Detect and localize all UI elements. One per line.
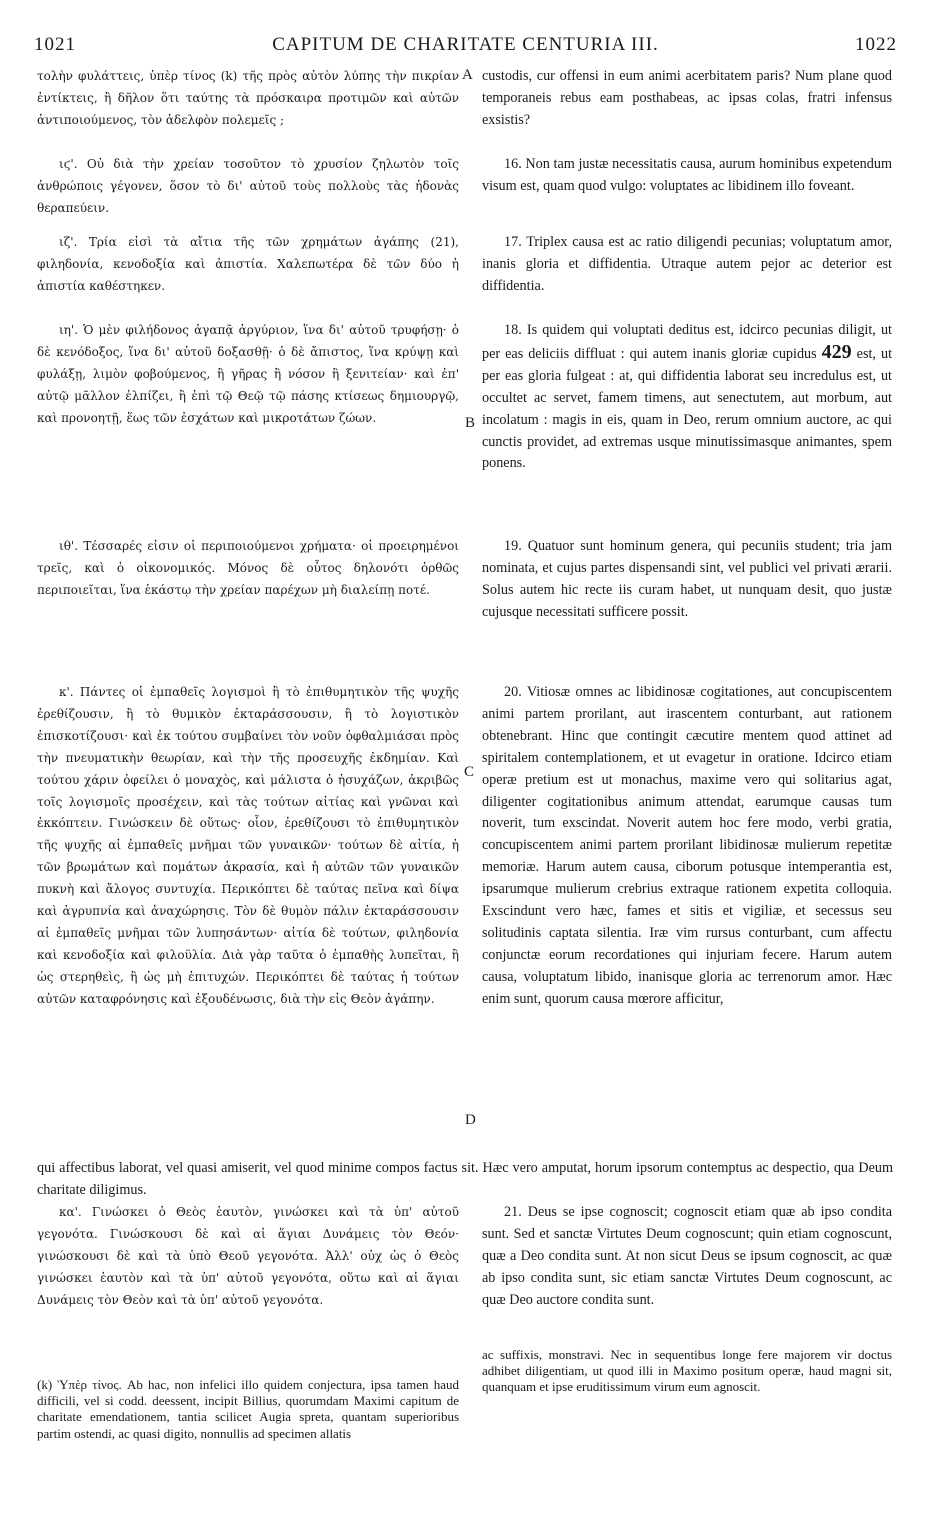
greek-chapter-19: ιθ'. Τέσσαρές εἰσιν οἱ περιποιούμενοι χρήματα· οἱ προειρημένοι τρεῖς, καὶ ὁ οἰκονομικός. Μόνος δὲ οὗτος δηλονότι ὀρθῶς περιποιεῖται, ἵνα ἑκάστῳ τὴν χρείαν παρέχων μὴ διαλείπῃ ποτέ.: [37, 539, 459, 597]
spanning-text: qui affectibus laborat, vel quasi amiserit, vel quod minime compos factus sit. Hæc vero amputat, horum ipsorum contemptus ac despectio, qua Deum charitate diligimus.: [37, 1160, 893, 1198]
column-number: 429: [821, 340, 852, 363]
latin-chapter-17: 17. Triplex causa est ac ratio diligendi pecunias; voluptatum amor, inanis gloria et diffidentia. Utraque autem pejor ac deterior est diffidentia.: [482, 234, 892, 294]
latin-chapter-19: 19. Quatuor sunt hominum genera, qui pecuniis student; tria jam nominata, et cujus partes dispensandi sint, vel publici vel privati ærarii. Solus autem hic recte iis curam habet, ut nunquam desit, quo justæ cujusque necessitati sufficere possit.: [482, 538, 892, 620]
greek-chapter-20: κ'. Πάντες οἱ ἐμπαθεῖς λογισμοὶ ἢ τὸ ἐπιθυμητικὸν τῆς ψυχῆς ἐρεθίζουσιν, ἢ τὸ θυμικὸν ἐκταράσσουσιν, ἢ τὸ λογιστικὸν ἐπισκοτίζουσι· καὶ ἐκ τούτου συμβαίνει τὸν νοῦν ὀφθαλμιάσαι πρὸς τὴν πνευματικὴν θεωρίαν, καὶ τὴν τῆς προσευχῆς ἐκδημίαν. Καὶ τούτου χάριν ὀφείλει ὁ μοναχὸς, καὶ μάλιστα ὁ ἡσυχάζων, ἀκριβῶς τοῖς λογισμοῖς προσέχειν, καὶ τὰς τούτων αἰτίας καὶ γνῶναι καὶ ἐκκόπτειν. Γινώσκειν δὲ οὕτως· οἷον, ἐρεθίζουσι τὸ ἐπιθυμητικὸν τῆς ψυχῆς αἱ ἐμπαθεῖς μνῆμαι τῶν γυναικῶν· τούτων δὲ αἰτία, ἡ τῶν βρωμάτων καὶ πομάτων ἀκρασία, καὶ ἡ αὐτῶν τῶν γυναικῶν πυκνὴ καὶ ἄλογος συντυχία. Περικόπτει δὲ ταύτας πεῖνα καὶ δίψα καὶ ἀγρυπνία καὶ ἀναχώρησις. Τὸν δὲ θυμὸν πάλιν ἐκταράσσουσιν αἱ ἐμπαθεῖς μνῆμαι τῶν λυπησάντων· αἰτία δὲ τούτων, φιληδονία καὶ κενοδοξία καὶ φιλοϋλία. Διὰ γὰρ ταῦτα ὁ ἐμπαθὴς λυπεῖται, ἢ ὡς στερηθεὶς, ἢ ὡς μὴ ἐπιτυχών. Περικόπτει δὲ ταύτας ἡ τούτων αὐτῶν καταφρόνησις καὶ ἐξουδένωσις, διὰ τὴν εἰς Θεὸν ἀγάπην.: [37, 685, 459, 1006]
latin-chapter-18-part-b: est, ut per eas gloria fulgeat : at, qui diffidentia laborat seu incredulus est, ut occultet ac servet, famem timens, aut senectutem, aut morbum, aut incolatum : magis in eis, quam in Deo, rerum omnium auctore, ac qui cunctis providet, ad extremas usque minutissimasque animantes, spem ponens.: [482, 345, 893, 472]
running-title: CAPITUM DE CHARITATE CENTURIA III.: [272, 34, 659, 55]
margin-marker-b: B: [465, 415, 476, 431]
latin-chapter-18-part-a: 18. Is quidem qui voluptati deditus est, idcirco pecunias diligit, ut per eas deliciis diffluat : qui autem inanis gloriæ cupidus: [482, 322, 892, 362]
latin-chapter-16: 16. Non tam justæ necessitatis causa, aurum hominibus expetendum visum est, quam quod vulgo: voluptates ac libidinem illo foveant.: [482, 156, 892, 194]
latin-chapter-21: 21. Deus se ipse cognoscit; cognoscit etiam quæ ab ipso condita sunt. Sed et sanctæ Virtutes Deum cognoscunt; quin etiam cognoscunt, quæ a Deo condita sunt. At non sicut Deus se ipsum cognoscit, ac quæ ab ipso condita sunt, sic etiam sanctæ Virtutes Deum cognoscunt, ac quæ Deo auctore condita sunt.: [482, 1204, 892, 1308]
margin-marker-d: D: [465, 1112, 476, 1128]
page-header: [34, 34, 897, 60]
page-number-left: 1021: [34, 34, 76, 55]
margin-marker-c: C: [464, 764, 475, 780]
greek-chapter-21: κα'. Γινώσκει ὁ Θεὸς ἑαυτὸν, γινώσκει καὶ τὰ ὑπ' αὐτοῦ γεγονότα. Γινώσκουσι δὲ καὶ αἱ ἅγιαι Δυνάμεις τὸν Θεόν· γινώσκουσι δὲ καὶ τὰ ὑπὸ Θεοῦ γεγονότα. Ἀλλ' οὐχ ὡς ὁ Θεὸς γινώσκει ἑαυτὸν καὶ τὰ ὑπ' αὐτοῦ γεγονότα, οὕτω καὶ αἱ ἅγιαι Δυνάμεις τὸν Θεὸν καὶ τὰ ὑπ' αὐτοῦ γεγονότα.: [37, 1205, 459, 1307]
latin-chapter-20: 20. Vitiosæ omnes ac libidinosæ cogitationes, aut concupiscentem animi partem prorilant, aut irascentem conturbant, aut rationem obtenebrant. Hinc que contingit cæcutire mentem quod attinet ad spiritalem contemplationem, et ut evagetur in oratione. Idcirco etiam operæ pretium est ut monachus, maxime vero qui solitarius agat, diligenter cogitationibus animum attendat, earumque causas tum noverit, tum exscindat. Noverit autem hoc fere modo, verbi gratia, concupiscentem animi partem prorilant libidinosæ mulierum repetitæ memoriæ. Harum autem causa, ciborum potusque intemperantia est, ipsarumque mulierum crebrius extraque rationem expetita colloquia. Exscindunt vero hæc, fames et sitis et vigiliæ, et secessus seu solitudinis captata silentia. Iræ vim rursus conturbant, cum affectu conjunctæ eorum recordationes qui injuriam fecere. Harum autem causa, voluptatum libido, inanisque gloria ac terrenorum amor. Hæc enim sunt, quorum causa mœrore afficitur,: [482, 684, 892, 1007]
greek-chapter-18: ιη'. Ὁ μὲν φιλήδονος ἀγαπᾷ ἀργύριον, ἵνα δι' αὐτοῦ τρυφήσῃ· ὁ δὲ κενόδοξος, ἵνα δι' αὐτοῦ δοξασθῇ· ὁ δὲ ἄπιστος, ἵνα κρύψῃ καὶ φυλάξῃ, λιμὸν φοβούμενος, ἢ γῆρας ἢ νόσον ἢ ξενιτείαν· καὶ ἐπ' αὐτῷ μᾶλλον ἐλπίζει, ἢ ἐπὶ τῷ Θεῷ τῷ πάσης κτίσεως δημιουργῷ, καὶ προνοητῇ, ἕως τῶν ἐσχάτων καὶ μικροτάτων ζώων.: [37, 323, 459, 425]
footnote-right: ac suffixis, monstravi. Nec in sequentibus longe fere majorem vir doctus adhibet diligentiam, ut quod illi in Maximo positum operæ, haud magni sit, quanquam et ipse eruditissimum virum eum agnoscit.: [482, 1347, 892, 1395]
footnote-left: (k) Ὑπὲρ τίνος. Ab hac, non infelici illo quidem conjectura, ipsa tamen haud difficili, vel si codd. deessent, incipit Billius, quorumdam Maximi capitum de charitate emendationem, tantia scilicet Augia spreta, quantam superioribus partim ostendi, ac quasi digito, nonnullis ad specimen allatis: [37, 1377, 459, 1441]
greek-chapter-17: ιζ'. Τρία εἰσὶ τὰ αἴτια τῆς τῶν χρημάτων ἀγάπης (21), φιληδονία, κενοδοξία καὶ ἀπιστία. Χαλεπωτέρα δὲ τῶν δύο ἡ ἀπιστία καθέστηκεν.: [37, 235, 459, 293]
latin-chapter-18: [482, 320, 892, 475]
margin-marker-a: A: [462, 67, 473, 83]
greek-chapter-15-tail: τολὴν φυλάττεις, ὑπὲρ τίνος (k) τῆς πρὸς αὐτὸν λύπης τὴν πικρίαν ἐντίκτεις, ἢ δῆλον ὅτι ταύτης τὰ πρόσκαιρα προτιμῶν καὶ αὐτῶν ἀντιποιούμενος, τὸν ἀδελφὸν πολεμεῖς ;: [37, 69, 459, 127]
latin-chapter-15-tail: custodis, cur offensi in eum animi acerbitatem paris? Num plane quod temporaneis rebus eam posthabeas, ac ipsas colas, fratri infensus exsistis?: [482, 68, 892, 128]
page-number-right: 1022: [855, 34, 897, 55]
greek-chapter-16: ιϛ'. Οὐ διὰ τὴν χρείαν τοσοῦτον τὸ χρυσίον ζηλωτὸν τοῖς ἀνθρώποις γέγονεν, ὅσον τὸ δι' αὐτοῦ τοὺς πολλοὺς τὰς ἡδονὰς θεραπεύειν.: [37, 157, 459, 215]
